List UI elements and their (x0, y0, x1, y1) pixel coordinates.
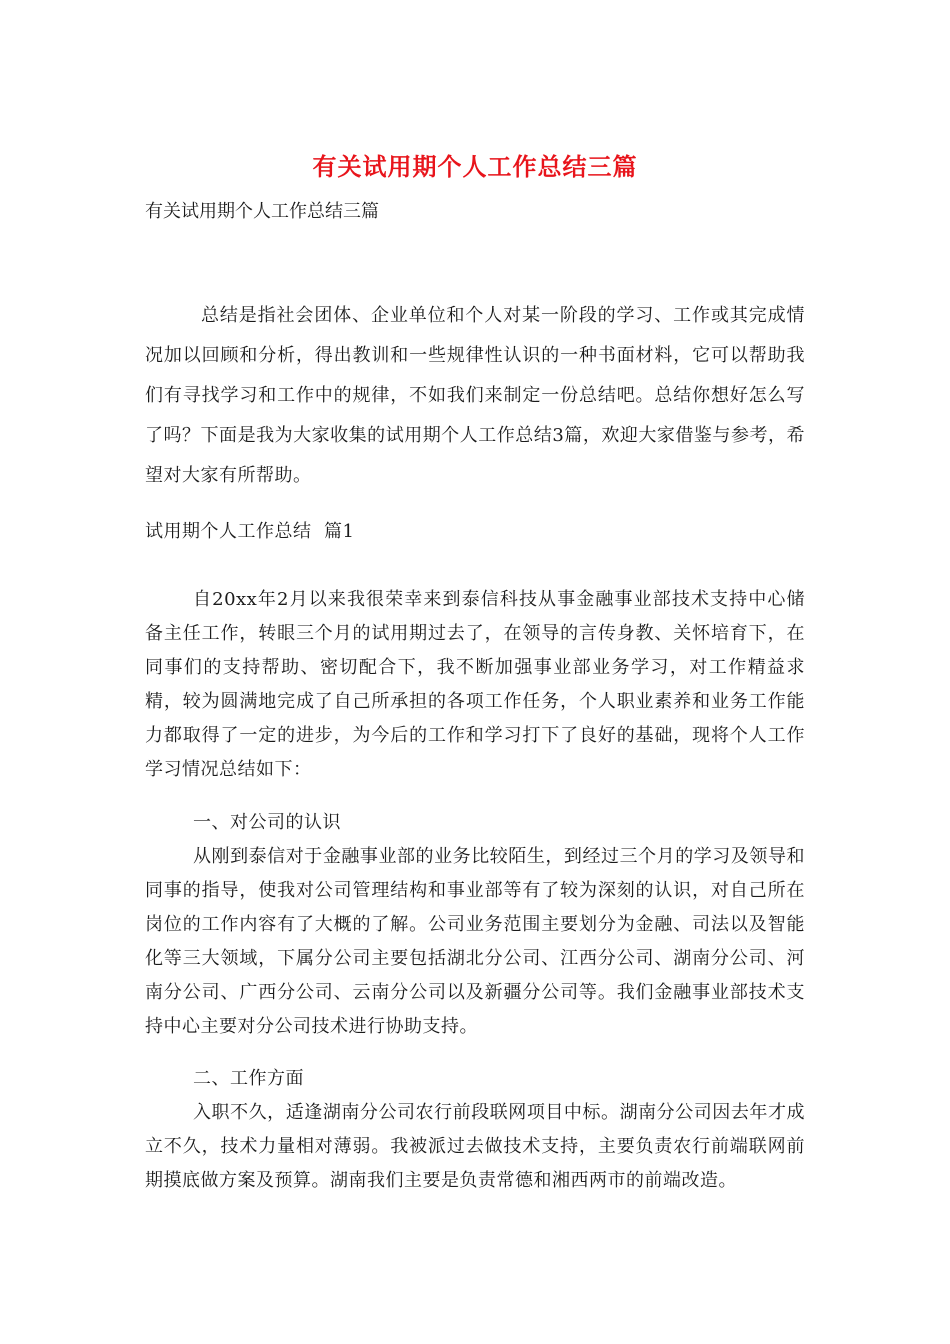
body-paragraph-1: 自20xx年2月以来我很荣幸来到泰信科技从事金融事业部技术支持中心储备主任工作，转眼三个月的试用期过去了，在领导的言传身教、关怀培育下，在同事们的支持帮助、密切配合下，我不断加强事业部业务学习，对工作精益求精，较为圆满地完成了自己所承担的各项工作任务，个人职业素养和业务工作能力都取得了一定的进步，为今后的工作和学习打下了良好的基础，现将个人工作学习情况总结如下： (145, 589, 805, 780)
body-paragraph-2: 从刚到泰信对于金融事业部的业务比较陌生，到经过三个月的学习及领导和同事的指导，使我对公司管理结构和事业部等有了较为深刻的认识，对自己所在岗位的工作内容有了大概的了解。公司业务范围主要划分为金融、司法以及智能化等三大领域，下属分公司主要包括湖北分公司、江西分公司、湖南分公司、河南分公司、广西分公司、云南分公司以及新疆分公司等。我们金融事业部技术支持中心主要对分公司技术进行协助支持。 (145, 846, 805, 1037)
document-title: 有关试用期个人工作总结三篇 (312, 152, 638, 181)
section-label: 试用期个人工作总结 篇1 (145, 521, 355, 542)
intro-paragraph: 总结是指社会团体、企业单位和个人对某一阶段的学习、工作或其完成情况加以回顾和分析，得出教训和一些规律性认识的一种书面材料，它可以帮助我们有寻找学习和工作中的规律，不如我们来制定一份总结吧。总结你想好怎么写了吗？下面是我为大家收集的试用期个人工作总结3篇，欢迎大家借鉴与参考，希望对大家有所帮助。 (145, 305, 805, 486)
section-heading-1: 一、对公司的认识 (193, 812, 341, 833)
section-heading-2: 二、工作方面 (193, 1068, 304, 1089)
document-subtitle: 有关试用期个人工作总结三篇 (145, 201, 379, 222)
body-paragraph-3: 入职不久，适逢湖南分公司农行前段联网项目中标。湖南分公司因去年才成立不久，技术力量相对薄弱。我被派过去做技术支持，主要负责农行前端联网前期摸底做方案及预算。湖南我们主要是负责常德和湘西两市的前端改造。 (145, 1102, 805, 1191)
